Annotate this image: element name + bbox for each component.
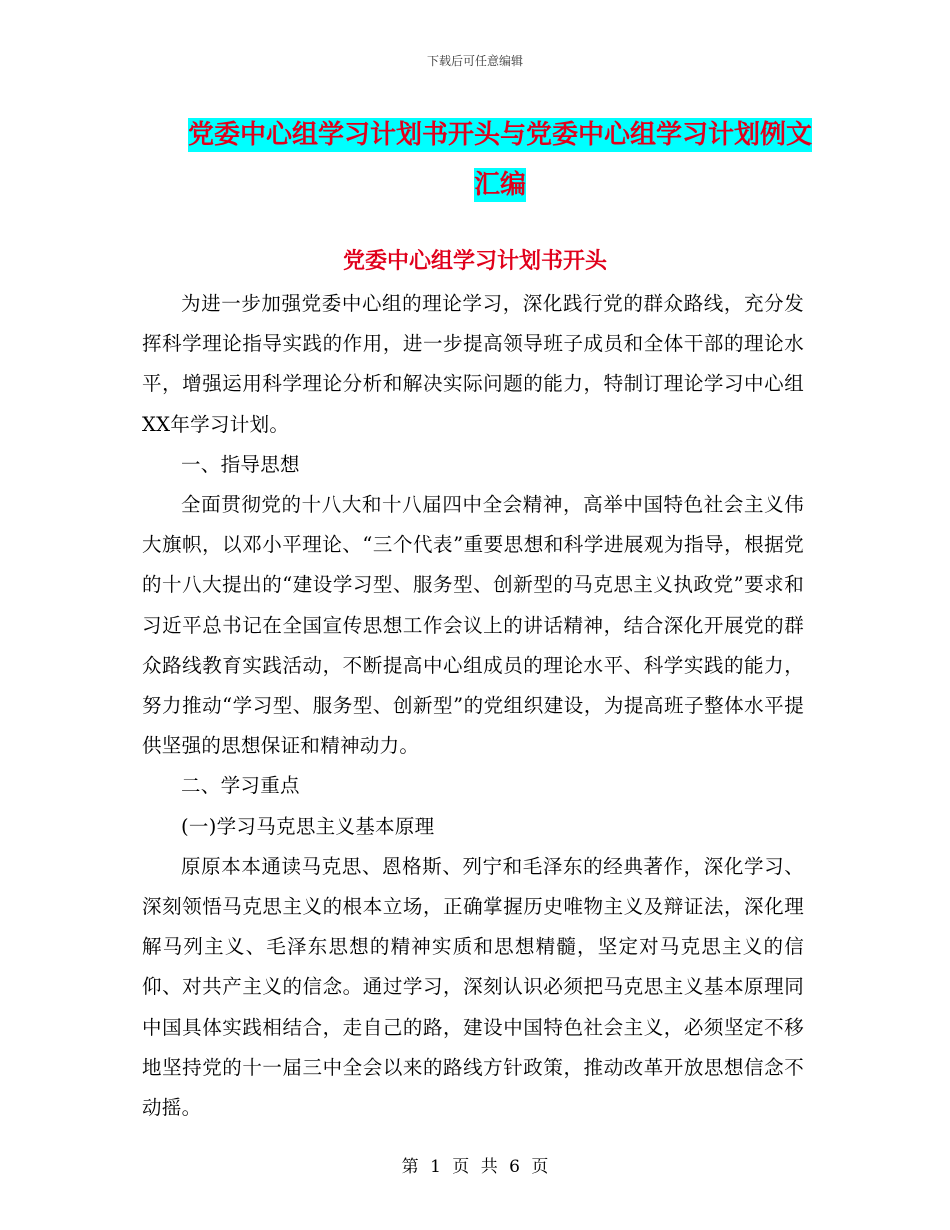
heading-study-focus: 二、学习重点 bbox=[181, 774, 300, 798]
section-title: 党委中心组学习计划书开头 bbox=[342, 248, 607, 274]
document-body bbox=[142, 284, 804, 1128]
page-number: 第 1 页 共 6 页 bbox=[401, 1157, 549, 1177]
subheading-marxism-principles: (一)学习马克思主义基本原理 bbox=[181, 814, 435, 838]
heading-guiding-ideology: 一、指导思想 bbox=[181, 452, 300, 476]
document-title bbox=[180, 110, 820, 210]
header-note: 下载后可任意编辑 bbox=[426, 54, 523, 68]
paragraph-marxism-principles: 原原本本通读马克思、恩格斯、列宁和毛泽东的经典著作，深化学习、深刻领悟马克思主义的根本立场，正确掌握历史唯物主义及辩证法，深化理解马列主义、毛泽东思想的精神实质和思想精髓，坚定对马克思主义的信仰、对共产主义的信念。通过学习，深刻认识必须把马克思主义基本原理同中国具体实践相结合，走自己的路，建设中国特色社会主义，必须坚定不移地坚持党的十一届三中全会以来的路线方针政策，推动改革开放思想信念不动摇。 bbox=[142, 854, 804, 1120]
paragraph-intro: 为进一步加强党委中心组的理论学习，深化践行党的群众路线，充分发挥科学理论指导实践的作用，进一步提高领导班子成员和全体干部的理论水平，增强运用科学理论分析和解决实际问题的能力，特制订理论学习中心组XX年学习计划。 bbox=[142, 292, 804, 436]
paragraph-guiding-ideology: 全面贯彻党的十八大和十八届四中全会精神，高举中国特色社会主义伟大旗帜，以邓小平理论、“三个代表”重要思想和科学进展观为指导，根据党的十八大提出的“建设学习型、服务型、创新型的马克思主义执政党”要求和习近平总书记在全国宣传思想工作会议上的讲话精神，结合深化开展党的群众路线教育实践活动，不断提高中心组成员的理论水平、科学实践的能力，努力推动“学习型、服务型、创新型”的党组织建设，为提高班子整体水平提供坚强的思想保证和精神动力。 bbox=[142, 493, 804, 758]
document-title-text: 党委中心组学习计划书开头与党委中心组学习计划例文汇编 bbox=[187, 120, 812, 200]
